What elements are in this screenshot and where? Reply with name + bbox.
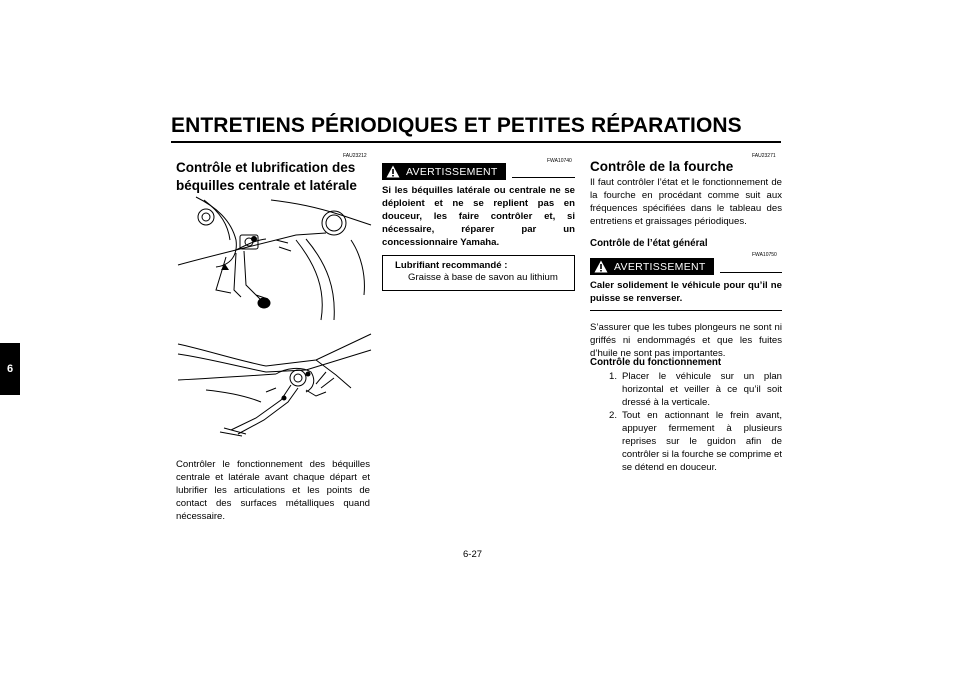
lubricant-value: Graisse à base de savon au lithium (408, 272, 558, 283)
warning-rule (720, 272, 782, 273)
warning-triangle-icon (386, 165, 400, 178)
lubricant-box (382, 255, 575, 291)
warning-rule (512, 177, 575, 178)
section-code: FAU23212 (343, 153, 367, 159)
warning-label: AVERTISSEMENT (406, 165, 498, 178)
warning-text: Si les béquilles latérale ou centrale ne se déploient et ne se replient pas en douceur, les faire contrôler et, si nécessaire, réparer par un concessionnaire Yamaha. (382, 185, 575, 248)
procedure-step (590, 409, 782, 474)
lubricant-title: Lubrifiant recommandé : (395, 260, 508, 271)
warning-text: Caler solidement le véhicule pour qu’il ne puisse se renverser. (590, 280, 782, 304)
step-text: Placer le véhicule sur un plan horizontal et veiller à ce qu’il soit dressé à la verticale. (622, 371, 782, 408)
subsection-heading: Contrôle du fonctionnement (590, 357, 722, 368)
title-rule (171, 141, 781, 143)
warning-badge (590, 258, 714, 275)
step-number: 2. (608, 410, 617, 421)
section-intro: Il faut contrôler l’état et le fonctionnement de la fourche en procédant comme suit aux fréquences spécifiées dans le tableau des entretiens et graissages périodiques. (590, 177, 782, 227)
section-heading: Contrôle de la fourche (590, 159, 734, 174)
section-body: Contrôler le fonctionnement des béquilles centrale et latérale avant chaque départ et lubrifier les articulations et les points de contact des surfaces métalliques quand nécessaire. (176, 459, 370, 522)
warning-triangle-icon (594, 260, 608, 273)
section-heading (176, 159, 376, 195)
warning-badge (382, 163, 506, 180)
page-title: ENTRETIENS PÉRIODIQUES ET PETITES RÉPARATIONS (171, 114, 742, 137)
section-heading-line2: béquilles centrale et latérale (176, 178, 357, 193)
warning-code: FWA10750 (752, 252, 777, 258)
section-heading-line1: Contrôle et lubrification des (176, 160, 356, 175)
step-text: Tout en actionnant le frein avant, appuyer fermement à plusieurs reprises sur le guidon afin de contrôler si la fourche se comprime et se détend en douceur. (622, 410, 782, 473)
warning-block (382, 163, 575, 256)
procedure-list (590, 370, 782, 474)
chapter-tab (0, 343, 20, 395)
warning-code: FWA10740 (547, 158, 572, 164)
page-number: 6-27 (463, 549, 483, 560)
warning-block (590, 258, 782, 311)
subsection-heading: Contrôle de l’état général (590, 238, 708, 249)
section-code: FAU23271 (752, 153, 776, 159)
section-paragraph: S’assurer que les tubes plongeurs ne sont ni griffés ni endommagés et que les fuites d’huile ne sont pas importantes. (590, 322, 782, 359)
sidestand-illustration (176, 330, 372, 438)
procedure-step (590, 370, 782, 409)
warning-label: AVERTISSEMENT (614, 260, 706, 273)
warning-end-rule (590, 310, 782, 311)
chapter-number: 6 (6, 363, 14, 375)
centerstand-illustration (176, 195, 372, 325)
step-number: 1. (608, 371, 617, 382)
